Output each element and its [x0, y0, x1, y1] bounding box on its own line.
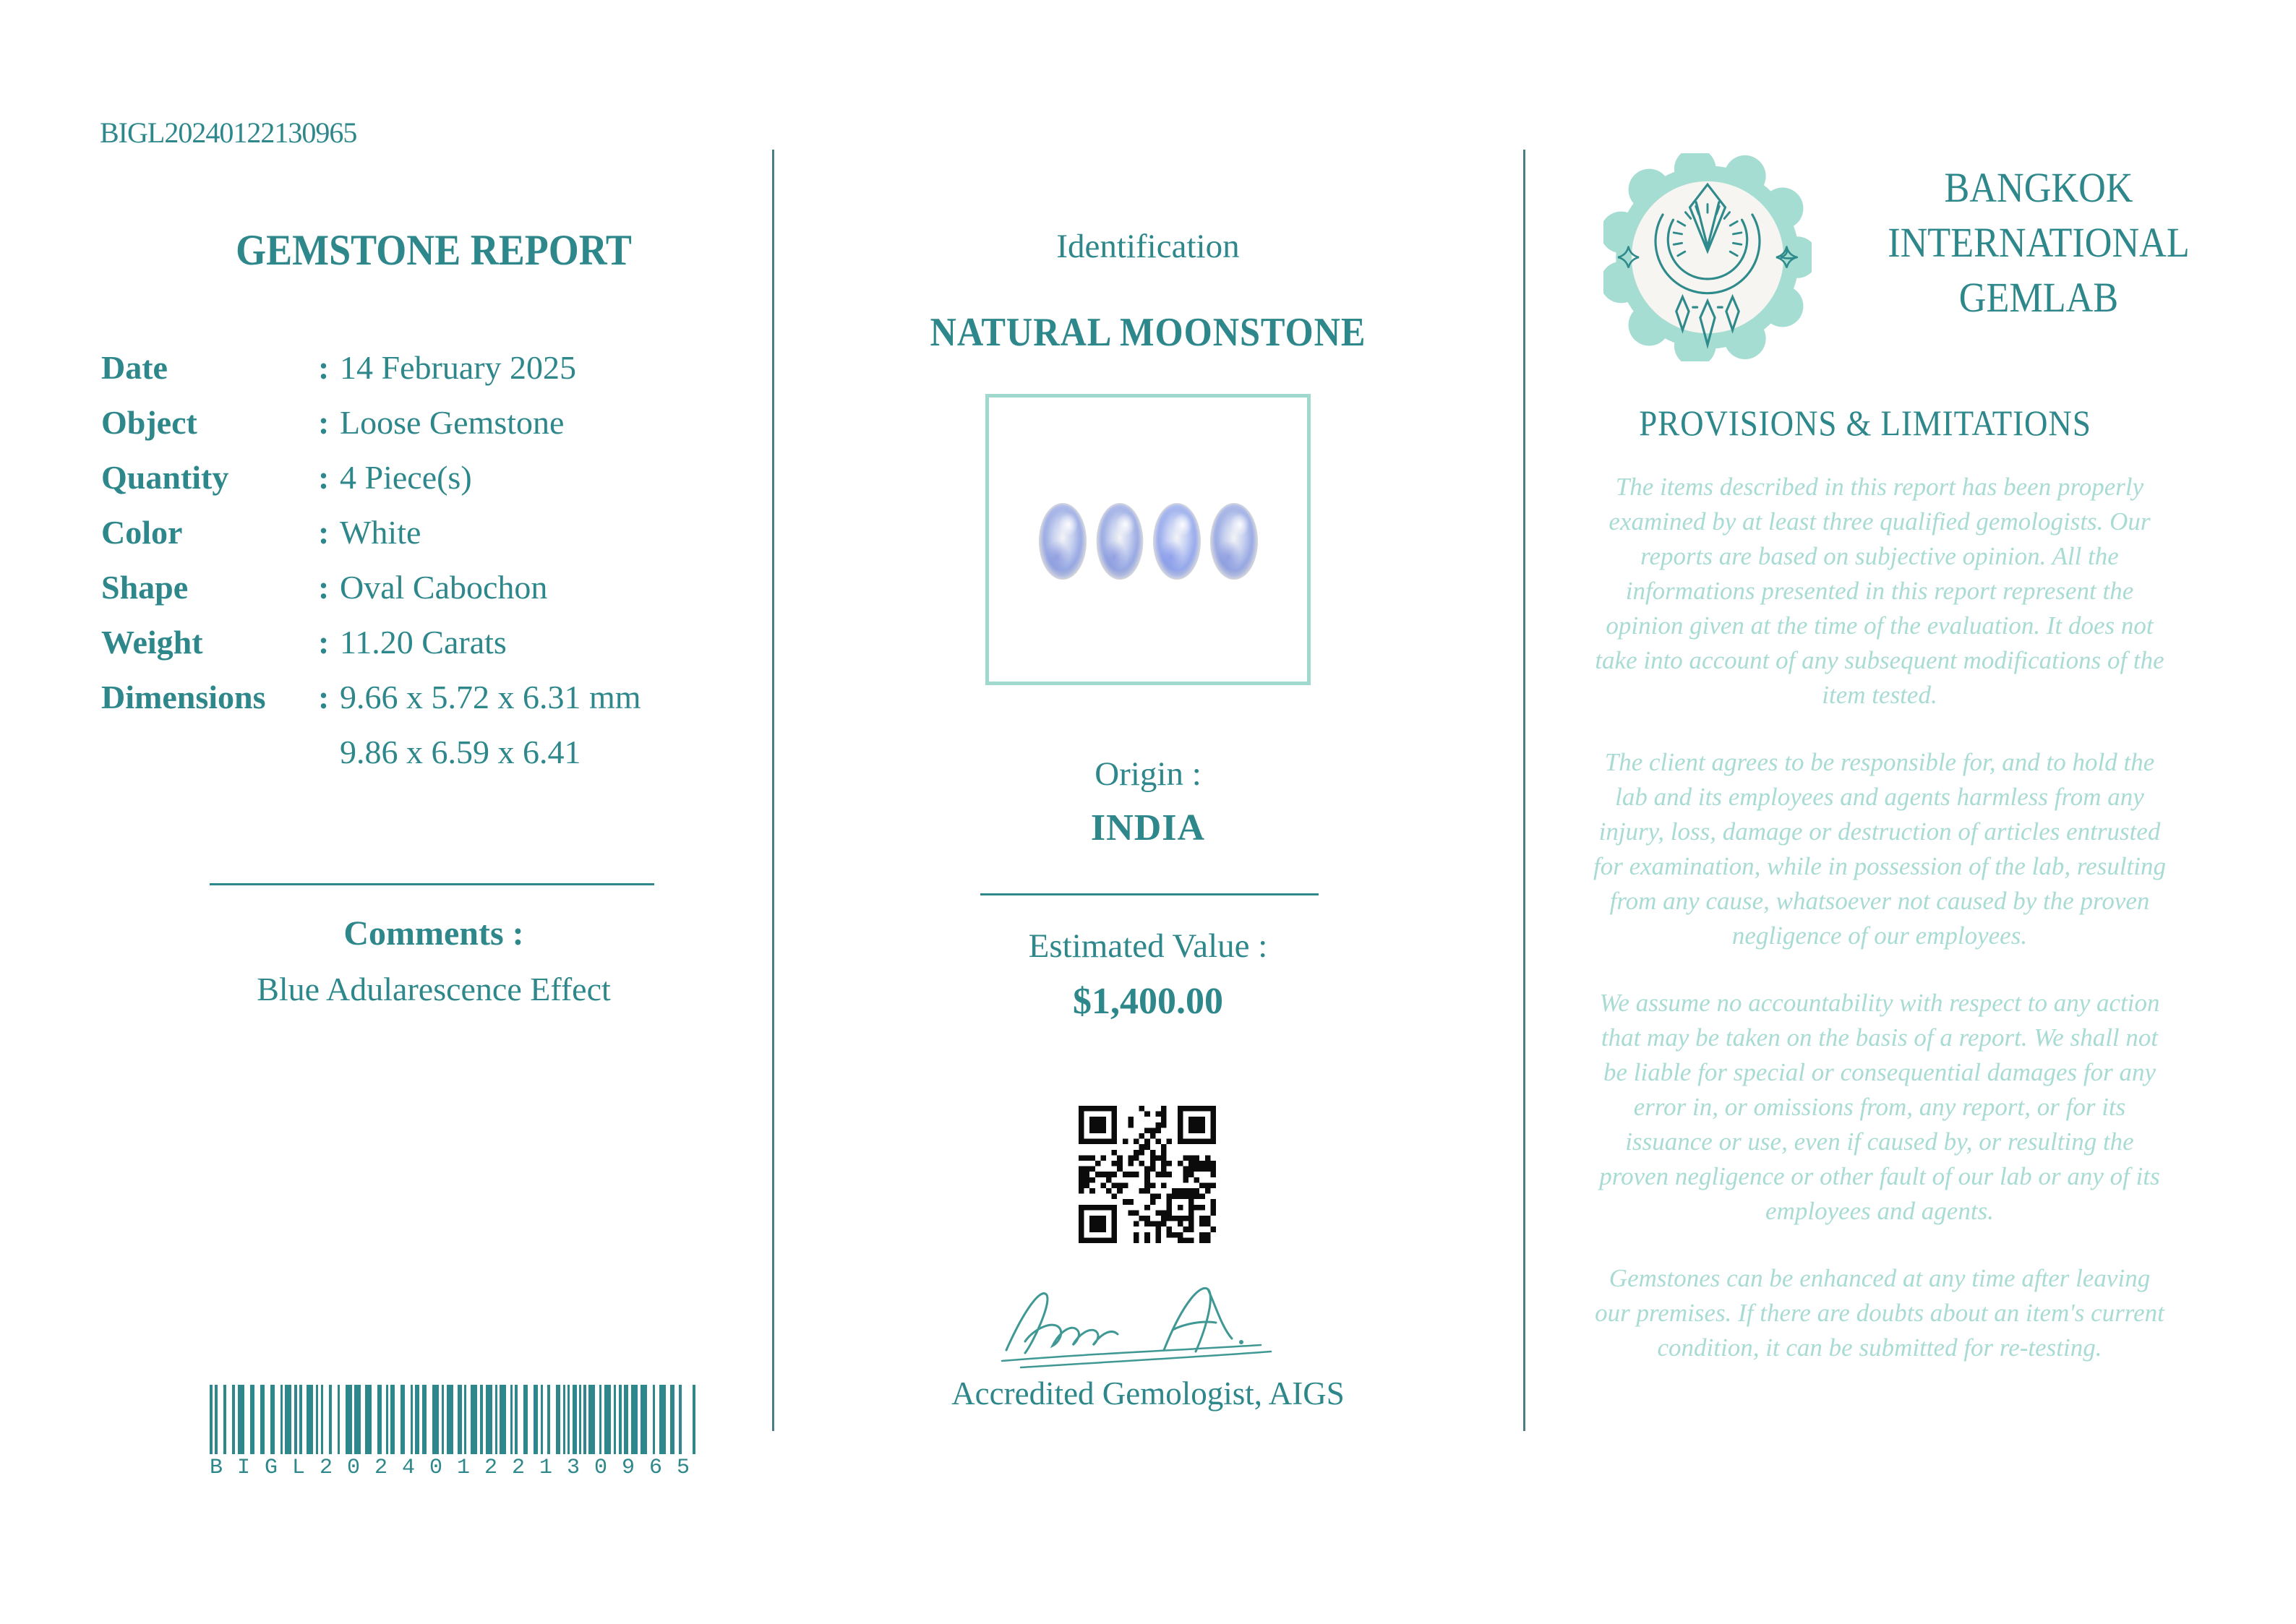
origin-label: Origin :	[1095, 755, 1201, 793]
field-value: 4 Piece(s)	[340, 458, 472, 496]
field-colon: :	[318, 568, 330, 606]
column-divider-right	[1523, 150, 1525, 1431]
report-number: BIGL20240122130965	[100, 116, 357, 149]
lab-name-line-3: GEMLAB	[1958, 274, 2119, 321]
field-colon: :	[318, 458, 330, 496]
lab-name	[1835, 160, 2242, 325]
provisions-paragraph: We assume no accountability with respect to any action that may be taken on the basis of a report. We shall not be liable for special or consequential damages for any error in, or omissions from, any report, or for its issuance or use, even if caused by, or resulting the proven negligence or other fault of our lab or any of its employees and agents.	[1599, 989, 2160, 1225]
field-label: Weight	[101, 623, 203, 661]
moonstone-gem-2	[1096, 503, 1143, 580]
field-row	[101, 395, 766, 450]
provisions-paragraph: The client agrees to be responsible for, and to hold the lab and its employees and agents harmless from any injury, loss, damage or destruction of articles entrusted for examination, while in possession of the lab, resulting from any cause, whatsoever not caused by the proven negligence of our employees.	[1593, 748, 2166, 950]
field-row	[101, 614, 766, 669]
report-fields-table	[101, 340, 766, 779]
field-row	[101, 450, 766, 504]
field-label: Quantity	[101, 458, 229, 496]
stone-name: NATURAL MOONSTONE	[930, 310, 1366, 355]
field-label: Color	[101, 513, 183, 551]
provisions-paragraph: Gemstones can be enhanced at any time after leaving our premises. If there are doubts about an item's current condition, it can be submitted for re-testing.	[1595, 1264, 2164, 1362]
comments-divider-line	[210, 883, 654, 885]
field-colon: :	[318, 348, 330, 386]
provisions-paragraph: The items described in this report has been properly examined by at least three qualified gemologists. Our reports are based on subjective opinion. All the informations presented in this report represent the opinion given at the time of the evaluation. It does not take into account of any subsequent modifications of the item tested.	[1595, 473, 2164, 709]
lab-name-line-1: BANGKOK	[1944, 164, 2133, 211]
comments-label: Comments :	[343, 914, 524, 953]
provisions-heading: PROVISIONS & LIMITATIONS	[1639, 403, 2091, 443]
field-row	[101, 669, 766, 724]
field-label: Dimensions	[101, 678, 266, 716]
field-colon: :	[318, 403, 330, 441]
field-value: 9.66 x 5.72 x 6.31 mm	[340, 678, 641, 716]
field-label: Date	[101, 348, 168, 386]
field-colon: :	[318, 513, 330, 551]
gemologist-title: Accredited Gemologist, AIGS	[951, 1375, 1345, 1412]
moonstone-gem-3	[1153, 503, 1201, 580]
identification-heading: Identification	[1056, 228, 1240, 265]
field-value: 11.20 Carats	[340, 623, 507, 661]
estimated-value: $1,400.00	[1073, 981, 1223, 1022]
field-label: Shape	[101, 568, 189, 606]
gemologist-signature	[992, 1269, 1281, 1374]
field-value: White	[340, 513, 421, 551]
lab-logo	[1603, 153, 1812, 361]
field-value: 14 February 2025	[340, 348, 577, 386]
field-row	[101, 724, 766, 779]
field-row	[101, 504, 766, 559]
barcode	[210, 1385, 705, 1480]
field-colon: :	[318, 678, 330, 716]
value-divider-line	[980, 893, 1319, 895]
field-row	[101, 340, 766, 395]
barcode-text: BIGL20240122130965	[210, 1456, 705, 1480]
report-title: GEMSTONE REPORT	[236, 226, 632, 274]
estimated-value-label: Estimated Value :	[1028, 927, 1268, 965]
field-value: Loose Gemstone	[340, 403, 565, 441]
comments-value: Blue Adularescence Effect	[257, 971, 611, 1008]
field-colon: :	[318, 623, 330, 661]
lab-name-line-2: INTERNATIONAL	[1888, 219, 2190, 266]
field-row	[101, 559, 766, 614]
origin-value: INDIA	[1090, 807, 1206, 848]
column-divider-left	[772, 150, 774, 1431]
field-value: 9.86 x 6.59 x 6.41	[340, 733, 581, 770]
gem-photo-frame	[985, 394, 1311, 685]
gem-photo	[989, 503, 1307, 580]
barcode-bars	[210, 1385, 695, 1454]
moonstone-gem-1	[1039, 503, 1087, 580]
field-value: Oval Cabochon	[340, 568, 548, 606]
moonstone-gem-4	[1210, 503, 1258, 580]
provisions-text	[1590, 470, 2169, 1398]
qr-code	[1079, 1106, 1216, 1243]
field-label: Object	[101, 403, 197, 441]
